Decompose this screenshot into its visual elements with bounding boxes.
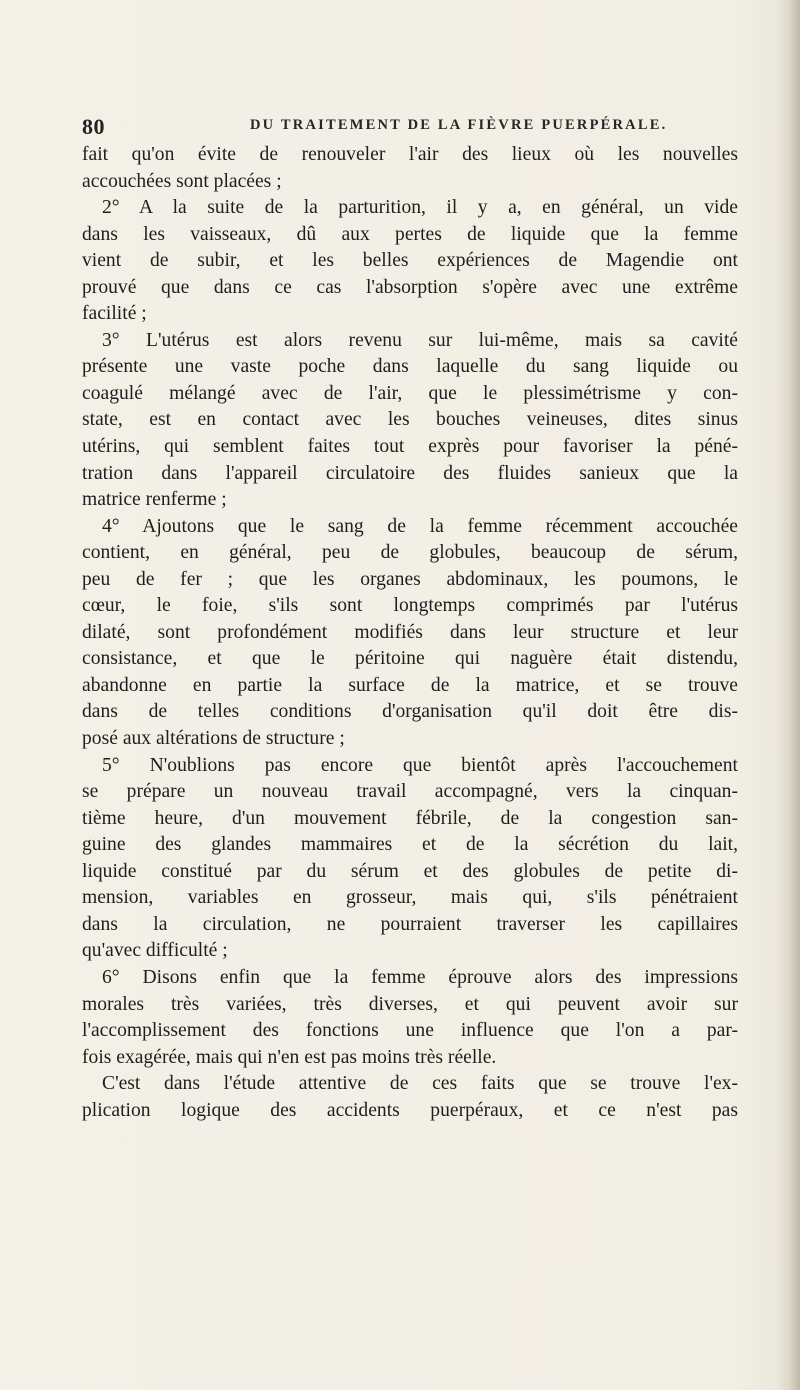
text-line: qu'avec difficulté ; <box>82 940 228 962</box>
text-line: se prépare un nouveau travail accompagné, vers la cinquan- <box>82 781 738 803</box>
page-number: 80 <box>82 114 105 139</box>
text-line: 4° Ajoutons que le sang de la femme récemment accouchée <box>102 515 738 537</box>
text-line: plication logique des accidents puerpéraux, et ce n'est pas <box>82 1099 738 1121</box>
text-line: posé aux altérations de structure ; <box>82 728 345 750</box>
text-line: accouchées sont placées ; <box>82 170 282 192</box>
text-line: guine des glandes mammaires et de la sécrétion du lait, <box>82 834 738 856</box>
running-title: DU TRAITEMENT DE LA FIÈVRE PUERPÉRALE. <box>250 117 668 133</box>
text-line: matrice renferme ; <box>82 489 227 511</box>
text-line: l'accomplissement des fonctions une influence que l'on a par- <box>82 1020 738 1042</box>
text-line: mension, variables en grosseur, mais qui, s'ils pénétraient <box>82 887 738 909</box>
text-line: fait qu'on évite de renouveler l'air des lieux où les nouvelles <box>82 144 738 165</box>
text-line: présente une vaste poche dans laquelle du sang liquide ou <box>82 356 738 378</box>
text-line: C'est dans l'étude attentive de ces faits que se trouve l'ex- <box>102 1073 738 1095</box>
text-line: consistance, et que le péritoine qui naguère était distendu, <box>82 648 738 670</box>
text-line: 6° Disons enfin que la femme éprouve alors des impressions <box>102 966 738 988</box>
text-line: dans de telles conditions d'organisation qu'il doit être dis- <box>82 701 738 723</box>
text-line: dilaté, sont profondément modifiés dans leur structure et leur <box>82 621 738 643</box>
text-line: contient, en général, peu de globules, beaucoup de sérum, <box>82 542 738 564</box>
page-header <box>82 114 702 140</box>
text-line: 3° L'utérus est alors revenu sur lui-même, mais sa cavité <box>102 329 738 351</box>
text-line: cœur, le foie, s'ils sont longtemps comprimés par l'utérus <box>82 595 738 617</box>
text-line: facilité ; <box>82 303 147 325</box>
text-line: state, est en contact avec les bouches veineuses, dites sinus <box>82 409 738 431</box>
text-line: peu de fer ; que les organes abdominaux, les poumons, le <box>82 568 738 590</box>
text-line: fois exagérée, mais qui n'en est pas moins très réelle. <box>82 1046 497 1068</box>
text-line: dans les vaisseaux, dû aux pertes de liquide que la femme <box>82 223 738 245</box>
text-line: 2° A la suite de la parturition, il y a, en général, un vide <box>102 197 738 219</box>
text-line: vient de subir, et les belles expériences de Magendie ont <box>82 250 738 272</box>
text-line: prouvé que dans ce cas l'absorption s'opère avec une extrême <box>82 276 738 298</box>
body-text <box>82 142 738 1124</box>
text-line: tième heure, d'un mouvement fébrile, de la congestion san- <box>82 807 738 829</box>
page-edge <box>786 0 800 1390</box>
text-line: tration dans l'appareil circulatoire des fluides sanieux que la <box>82 462 738 484</box>
text-line: coagulé mélangé avec de l'air, que le plessimétrisme y con- <box>82 382 738 404</box>
text-line: morales très variées, très diverses, et qui peuvent avoir sur <box>82 993 738 1015</box>
text-line: dans la circulation, ne pourraient traverser les capillaires <box>82 913 738 935</box>
text-line: liquide constitué par du sérum et des globules de petite di- <box>82 860 738 882</box>
text-line: 5° N'oublions pas encore que bientôt après l'accouchement <box>102 754 738 776</box>
text-line: utérins, qui semblent faites tout exprès pour favoriser la péné- <box>82 436 738 458</box>
text-line: abandonne en partie la surface de la matrice, et se trouve <box>82 674 738 696</box>
